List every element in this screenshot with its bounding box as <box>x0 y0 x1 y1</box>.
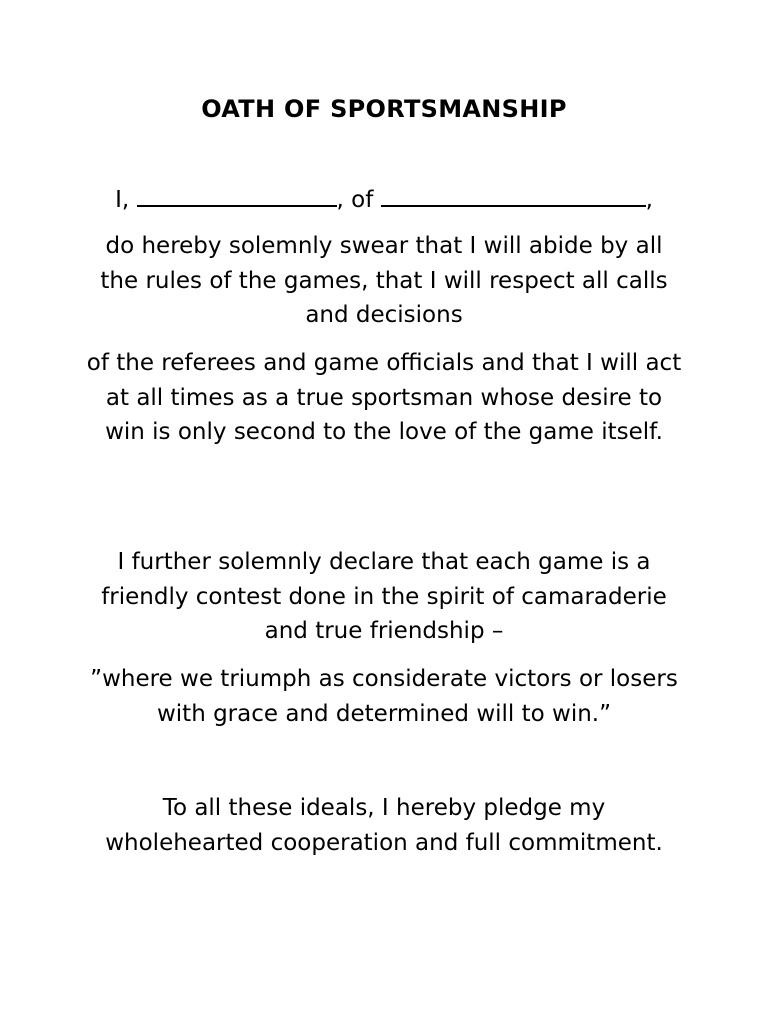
paragraph-referees: of the referees and game officials and that I will act at all times as a true sportsman whose desire to win is only second to the love of the game itself. <box>86 350 682 445</box>
paragraph-swear: do hereby solemnly swear that I will abide by all the rules of the games, that I will respect all calls and decisions <box>100 233 668 328</box>
oath-middle: , of <box>336 187 374 213</box>
name-blank-field[interactable] <box>137 183 337 207</box>
document-title: OATH OF SPORTSMANSHIP <box>201 95 567 123</box>
paragraph-declare: I further solemnly declare that each game is a friendly contest done in the spirit of camaraderie and true friendship – <box>101 549 667 644</box>
place-blank-field[interactable] <box>381 183 646 207</box>
paragraph-quote: ”where we triumph as considerate victors or losers with grace and determined will to win.” <box>90 666 678 727</box>
oath-suffix: , <box>645 187 653 213</box>
paragraph-pledge: To all these ideals, I hereby pledge my wholehearted cooperation and full commitment. <box>105 795 663 856</box>
oath-prefix: I, <box>115 187 130 213</box>
oath-name-line <box>84 183 684 218</box>
